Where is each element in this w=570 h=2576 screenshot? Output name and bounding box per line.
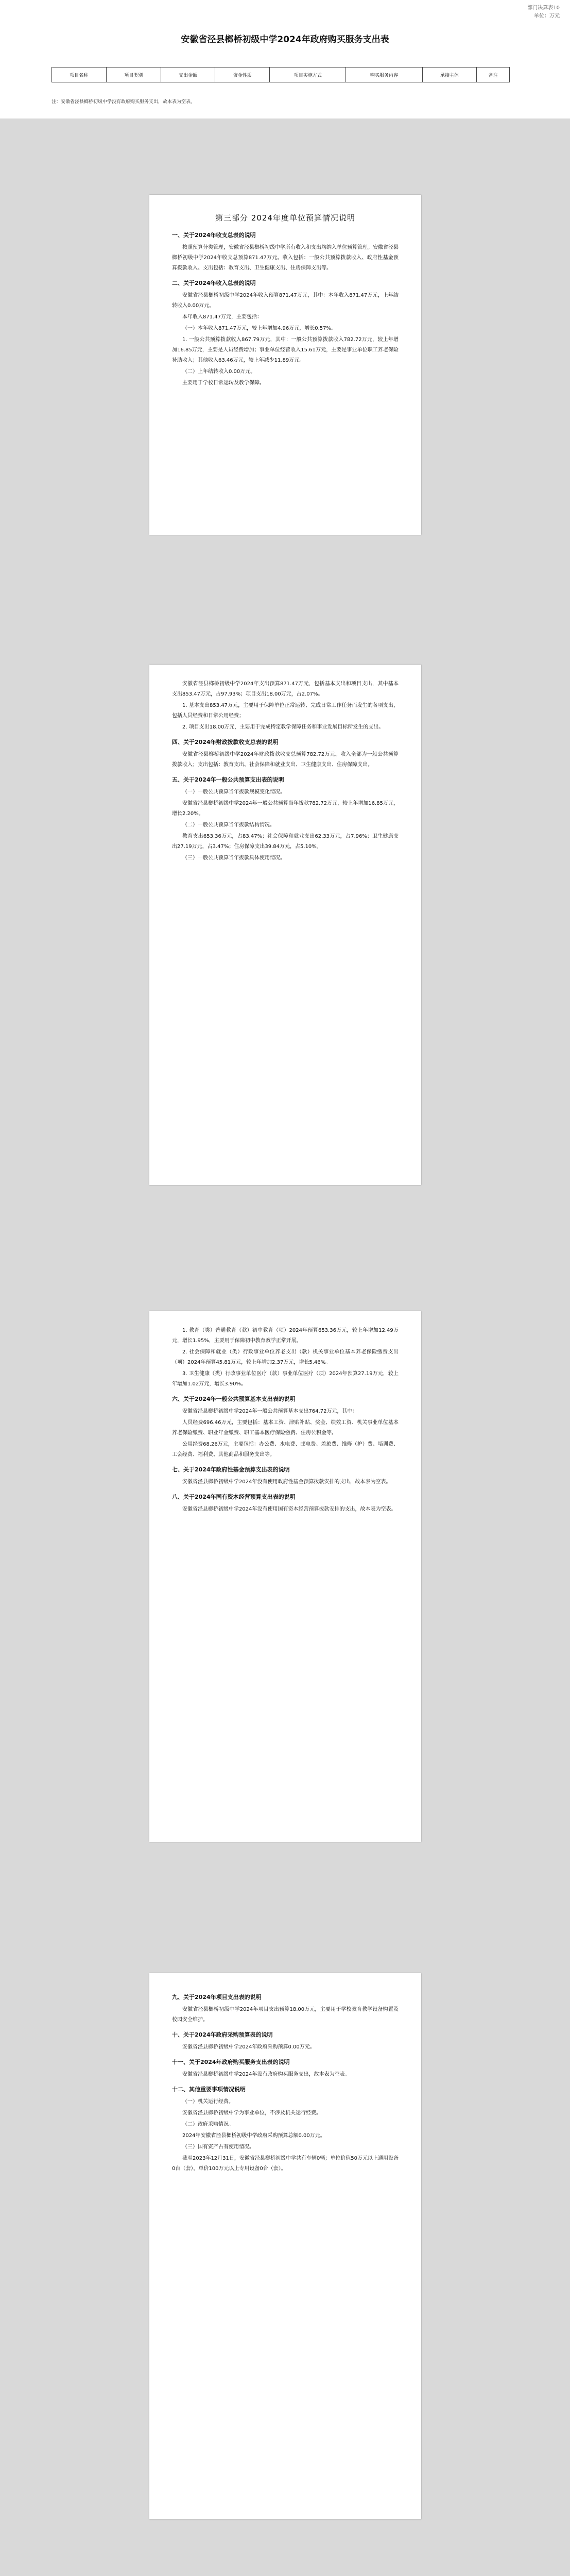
purchase-services-table xyxy=(51,67,510,82)
section-title: 第三部分 2024年度单位预算情况说明 xyxy=(215,213,355,223)
paragraph: 安徽省泾县榔桥初级中学2024年收入预算871.47万元，其中：本年收入871.47万元，上年结转收入0.00万元。 xyxy=(172,293,399,309)
section-heading: 二、关于2024年收入总表的说明 xyxy=(172,280,256,286)
page-sheet-4 xyxy=(149,1973,421,2519)
paragraph: 1. 教育（类）普通教育（款）初中教育（项）2024年预算653.36万元，较上年增加12.49万元，增长1.95%，主要用于保障初中教育教学正常开展。 xyxy=(172,1328,399,1344)
column-header: 支出金额 xyxy=(161,67,215,82)
column-header: 项目名称 xyxy=(52,67,107,82)
page-sheet-3 xyxy=(149,1311,421,1842)
page-sheet-1 xyxy=(149,195,421,535)
section-heading: 四、关于2024年财政拨款收支总表的说明 xyxy=(172,739,279,745)
paragraph: 人员经费696.46万元，主要包括：基本工资、津贴补贴、奖金、绩效工资、机关事业单位基本养老保险缴费、职业年金缴费、职工基本医疗保险缴费、住房公积金等。 xyxy=(172,1420,399,1436)
section-heading: 十一、关于2024年政府购买服务支出表的说明 xyxy=(172,2059,290,2065)
paragraph: 安徽省泾县榔桥初级中学2024年没有使用政府性基金预算拨款安排的支出，故本表为空表。 xyxy=(182,1479,391,1485)
page-body xyxy=(172,1992,399,2174)
page-label-text: 部门决算表10 xyxy=(527,5,560,11)
page-label xyxy=(527,4,560,21)
page-body xyxy=(172,1326,399,1515)
table-note: 注：安徽省泾县榔桥初级中学没有政府购买服务支出，故本表为空表。 xyxy=(51,99,196,105)
section-heading: 十二、其他重要事项情况说明 xyxy=(172,2086,246,2093)
paragraph: 安徽省泾县榔桥初级中学2024年项目支出预算18.00万元，主要用于学校教育教学设备购置及校园安全维护。 xyxy=(172,2007,399,2023)
column-header: 项目实施方式 xyxy=(270,67,346,82)
column-header: 承接主体 xyxy=(422,67,477,82)
paragraph: 本年收入871.47万元，主要包括： xyxy=(182,314,262,320)
paragraph: （一）机关运行经费。 xyxy=(182,2099,234,2105)
section-heading: 十、关于2024年政府采购预算表的说明 xyxy=(172,2031,273,2038)
paragraph: 公用经费68.26万元，主要包括：办公费、水电费、邮电费、差旅费、维修（护）费、培训费、工会经费、福利费、其他商品和服务支出等。 xyxy=(172,1442,399,1458)
paragraph: （一）本年收入871.47万元，较上年增加4.96万元，增长0.57%。 xyxy=(182,326,337,331)
section-heading: 九、关于2024年项目支出表的说明 xyxy=(172,1994,262,2001)
paragraph: 安徽省泾县榔桥初级中学2024年政府采购预算0.00万元。 xyxy=(182,2044,315,2050)
paragraph: 安徽省泾县榔桥初级中学为事业单位，不涉及机关运行经费。 xyxy=(182,2110,321,2116)
section-heading: 七、关于2024年政府性基金预算支出表的说明 xyxy=(172,1466,290,1473)
paragraph: 安徽省泾县榔桥初级中学2024年没有使用国有资本经营预算拨款安排的支出，故本表为空表。 xyxy=(182,1506,396,1512)
summary-title: 安徽省泾县榔桥初级中学2024年政府购买服务支出表 xyxy=(181,35,389,45)
paragraph: 安徽省泾县榔桥初级中学2024年支出预算871.47万元，包括基本支出和项目支出，其中基本支出853.47万元，占97.93%；项目支出18.00万元，占2.07%。 xyxy=(172,681,399,697)
paragraph: 2024年安徽省泾县榔桥初级中学政府采购预算总额0.00万元。 xyxy=(182,2133,325,2139)
column-header: 购买服务内容 xyxy=(346,67,422,82)
column-header: 备注 xyxy=(477,67,510,82)
section-heading: 一、关于2024年收支总表的说明 xyxy=(172,232,256,239)
paragraph: （二）政府采购情况。 xyxy=(182,2122,234,2127)
page-body xyxy=(172,230,399,388)
paragraph: 2. 项目支出18.00万元，主要用于完成特定教学保障任务和事业发展目标所发生的支出。 xyxy=(182,724,384,730)
paragraph: 教育支出653.36万元，占83.47%；社会保障和就业支出62.33万元，占7.96%；卫生健康支出27.19万元，占3.47%；住房保障支出39.84万元，占5.10%。 xyxy=(172,834,399,850)
paragraph: 1. 基本支出853.47万元，主要用于保障单位正常运转、完成日常工作任务而发生的各项支出，包括人员经费和日常公用经费； xyxy=(172,703,399,719)
paragraph: 1. 一般公共预算拨款收入867.79万元，其中：一般公共预算拨款收入782.72万元，较上年增加16.85万元，主要是人员经费增加；事业单位经营收入15.61万元，主要是事业单位职工养老保险补助收入；其他收入63.46万元，较上年减少11.89万元。 xyxy=(172,337,399,363)
paragraph: 2. 社会保障和就业（类）行政事业单位养老支出（款）机关事业单位基本养老保险缴费支出（项）2024年预算45.81万元，较上年增加2.37万元，增长5.46%。 xyxy=(172,1349,399,1365)
column-header: 资金性质 xyxy=(215,67,270,82)
page-body xyxy=(172,679,399,863)
paragraph: 安徽省泾县榔桥初级中学2024年财政拨款收支总预算782.72万元。收入全部为一般公共预算拨款收入；支出包括：教育支出、社会保障和就业支出、卫生健康支出、住房保障支出。 xyxy=(172,752,399,768)
section-heading: 五、关于2024年一般公共预算支出表的说明 xyxy=(172,776,284,783)
unit-label: 单位：万元 xyxy=(534,13,560,19)
paragraph: 主要用于学校日常运转及教学保障。 xyxy=(182,380,265,386)
paragraph: （三）一般公共预算当年拨款具体使用情况。 xyxy=(182,855,285,861)
section-heading: 八、关于2024年国有资本经营预算支出表的说明 xyxy=(172,1494,296,1500)
table-header-row xyxy=(52,67,510,82)
section-heading: 六、关于2024年一般公共预算基本支出表的说明 xyxy=(172,1396,296,1402)
column-header: 项目类别 xyxy=(106,67,161,82)
paragraph: 截至2023年12月31日，安徽省泾县榔桥初级中学共有车辆0辆；单位价值50万元以上通用设备0台（套），单价100万元以上专用设备0台（套）。 xyxy=(172,2156,399,2172)
paragraph: 按照预算分类管理，安徽省泾县榔桥初级中学所有收入和支出均纳入单位预算管理。安徽省泾县榔桥初级中学2024年收支总预算871.47万元。收入包括：一般公共预算拨款收入、政府性基金预算拨款收入。支出包括：教育支出、卫生健康支出、住房保障支出等。 xyxy=(172,245,399,271)
paragraph: 安徽省泾县榔桥初级中学2024年一般公共预算当年拨款782.72万元，较上年增加16.85万元，增长2.20%。 xyxy=(172,801,399,817)
summary-page xyxy=(0,0,570,118)
paragraph: （三）国有资产占有使用情况。 xyxy=(182,2144,254,2150)
paragraph: 安徽省泾县榔桥初级中学2024年一般公共预算基本支出764.72万元，其中： xyxy=(182,1409,358,1414)
paragraph: 3. 卫生健康（类）行政事业单位医疗（款）事业单位医疗（项）2024年预算27.19万元，较上年增加1.02万元，增长3.90%。 xyxy=(172,1371,399,1387)
paragraph: （二）上年结转收入0.00万元。 xyxy=(182,369,256,375)
page-sheet-2 xyxy=(149,665,421,1185)
paragraph: （二）一般公共预算当年拨款结构情况。 xyxy=(182,822,275,828)
paragraph: 安徽省泾县榔桥初级中学2024年没有政府购买服务支出，故本表为空表。 xyxy=(182,2072,350,2077)
paragraph: （一）一般公共预算当年拨款规模变化情况。 xyxy=(182,789,285,795)
